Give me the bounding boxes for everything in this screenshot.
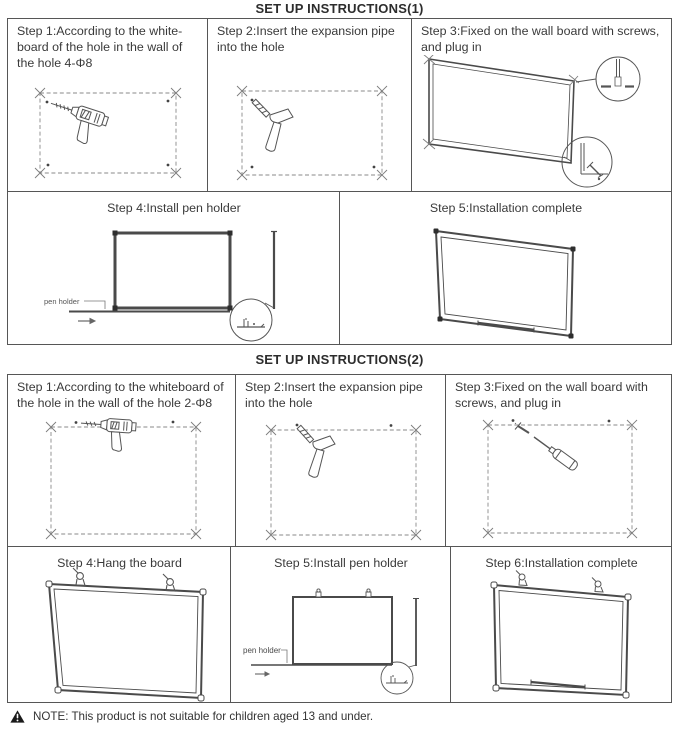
s1-step4-label: Step 4:Install pen holder [107, 201, 241, 215]
s1-step3-panel [411, 19, 671, 191]
hole-dots [251, 99, 376, 169]
hang-board-illustration [18, 567, 220, 702]
s1-step1-label: Step 1:According to the white-board of the hole in the wall of the hole 4-Φ8 [17, 24, 183, 70]
whiteboard-illustration [429, 59, 574, 163]
s2-step4-panel [8, 547, 230, 703]
corner-cross-marks [46, 422, 201, 539]
s1-step1-panel [8, 19, 207, 191]
hanging-hooks [316, 589, 371, 597]
note-text: NOTE: This product is not suitable for children aged 13 and under. [33, 710, 374, 723]
corner-cross-marks [35, 88, 181, 178]
section2-row1 [8, 375, 671, 546]
s1-step2-label: Step 2:Insert the expansion pipe into the hole [217, 24, 395, 54]
drill-icon [42, 97, 109, 149]
hammer-icon [309, 436, 335, 477]
s2-step4-label: Step 4:Hang the board [57, 556, 182, 570]
annotation-leader-line [281, 650, 287, 663]
section2-title: SET UP INSTRUCTIONS(2) [255, 352, 424, 367]
corner-cross-marks [266, 425, 421, 540]
screwdriver-icon [531, 433, 579, 472]
whiteboard-illustration [494, 585, 628, 695]
s1-step5-label: Step 5:Installation complete [429, 201, 583, 215]
s2-step5-panel [230, 547, 450, 703]
s1-step3-label: Step 3:Fixed on the wall board with screws, and plug in [421, 24, 660, 54]
corner-cross-marks [237, 86, 387, 180]
s2-step1-panel [8, 375, 235, 546]
whiteboard-illustration [49, 584, 203, 698]
section1-title: SET UP INSTRUCTIONS(1) [255, 1, 424, 16]
board-corner-caps [46, 581, 206, 701]
s2-step5-label: Step 5:Install pen holder [274, 556, 408, 570]
s1-step5-panel [339, 192, 671, 344]
screw-detail-magnifier [596, 57, 640, 101]
corner-cross-marks [483, 420, 637, 538]
hook-icon [316, 589, 321, 597]
s2-step3-label: Step 3:Fixed on the wall board with screws, and plug in [455, 380, 648, 410]
screw-icon [515, 423, 529, 434]
s2-step6-label: Step 6:Installation complete [485, 556, 638, 570]
pen-holder-annotation: pen holder [243, 646, 281, 655]
hook-icon [516, 571, 527, 586]
s2-step1-label: Step 1:According to the whiteboard of the hole in the wall of the hole 2-Φ8 [17, 380, 224, 410]
hole-dots [512, 419, 611, 422]
drill-marking-illustration [16, 413, 226, 543]
hook-icon [592, 578, 603, 593]
hook-icon [163, 574, 175, 591]
s1-step4-panel [8, 192, 339, 344]
s2-step3-panel [445, 375, 671, 546]
finished-board-illustration [348, 220, 664, 342]
whiteboard-illustration [436, 231, 573, 336]
section2-table [7, 374, 672, 703]
expansion-pipe-icon [297, 425, 335, 477]
pen-holder-install-illustration [231, 569, 451, 700]
pen-holder-install-illustration [8, 218, 339, 343]
direction-arrow-icon [255, 672, 269, 676]
section1-row2 [8, 191, 671, 344]
expansion-pipe-illustration [240, 413, 442, 543]
board-screw-illustration [412, 55, 670, 190]
warning-triangle-icon [10, 710, 25, 723]
pen-holder-annotation: pen holder [44, 297, 80, 306]
s2-step2-panel [235, 375, 445, 546]
direction-arrow-icon [78, 319, 95, 324]
expansion-pipe-icon [252, 99, 293, 151]
board-corner-caps [491, 582, 631, 698]
footer-note [10, 710, 373, 723]
annotation-leader-line [84, 301, 105, 309]
hook-icon [73, 568, 85, 586]
screwdriver-illustration [452, 415, 666, 541]
s1-step2-panel [207, 19, 411, 191]
finished-board-illustration [455, 567, 667, 701]
s2-step6-panel [450, 547, 671, 703]
board-corner-caps [113, 231, 233, 311]
pen-holder-magnifier [381, 662, 413, 694]
section1-table [7, 18, 672, 345]
expansion-pipe-illustration [214, 73, 406, 187]
section2-row2 [8, 546, 671, 703]
s2-step2-label: Step 2:Insert the expansion pipe into the hole [245, 380, 423, 410]
pen-holder-magnifier [230, 299, 272, 341]
corner-cross-marks [423, 55, 579, 149]
section1-row1 [8, 19, 671, 191]
hole-dots [296, 424, 393, 427]
drill-marking-illustration [16, 75, 198, 187]
hammer-icon [266, 109, 293, 151]
hook-icon [366, 589, 371, 597]
drill-icon [79, 417, 136, 453]
